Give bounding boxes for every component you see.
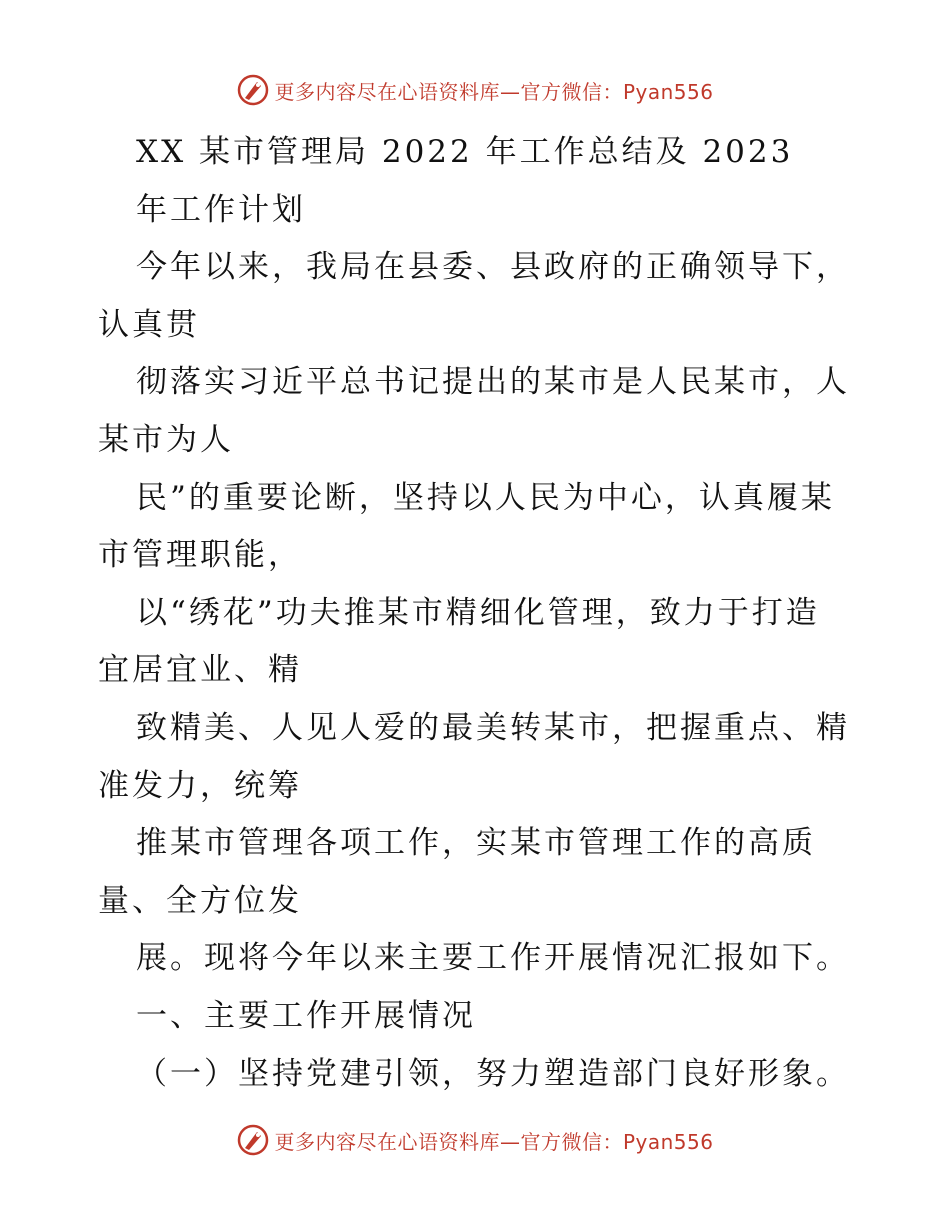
paragraph-line: 量、全方位发 — [98, 882, 302, 919]
title-line-2: 年工作计划 — [136, 191, 306, 228]
paragraph-line: 宜居宜业、精 — [98, 652, 302, 689]
header-watermark — [0, 70, 950, 110]
watermark-text: 更多内容尽在心语资料库—官方微信：Pyan556 — [274, 1129, 714, 1154]
title-line-1: XX 某市管理局 2022 年工作总结及 2023 — [136, 134, 794, 170]
subsection-heading: （一）坚持党建引领，努力塑造部门良好形象。 — [136, 1055, 850, 1092]
paragraph-line: 以“绣花”功夫推某市精细化管理，致力于打造 — [136, 594, 820, 631]
paragraph-line: 准发力，统筹 — [98, 767, 302, 804]
paragraph-line: 推某市管理各项工作，实某市管理工作的高质 — [136, 825, 816, 862]
pen-nib-circle-logo-icon — [236, 73, 270, 107]
paragraph-line: 市管理职能， — [98, 537, 302, 574]
section-heading: 一、主要工作开展情况 — [136, 997, 476, 1034]
paragraph-line: 展。现将今年以来主要工作开展情况汇报如下。 — [136, 940, 850, 977]
paragraph-line: 某市为人 — [98, 421, 234, 458]
paragraph-line: 今年以来，我局在县委、县政府的正确领导下， — [136, 249, 850, 286]
paragraph-line: 致精美、人见人爱的最美转某市，把握重点、精 — [136, 709, 850, 746]
pen-nib-circle-logo-icon — [236, 1123, 270, 1157]
paragraph-line: 彻落实习近平总书记提出的某市是人民某市，人 — [136, 364, 850, 401]
watermark-text: 更多内容尽在心语资料库—官方微信：Pyan556 — [274, 79, 714, 104]
paragraph-line: 民”的重要论断，坚持以人民为中心，认真履某 — [136, 479, 835, 516]
footer-watermark — [0, 1120, 950, 1160]
document-body — [98, 124, 858, 1103]
paragraph-line: 认真贯 — [98, 306, 200, 343]
